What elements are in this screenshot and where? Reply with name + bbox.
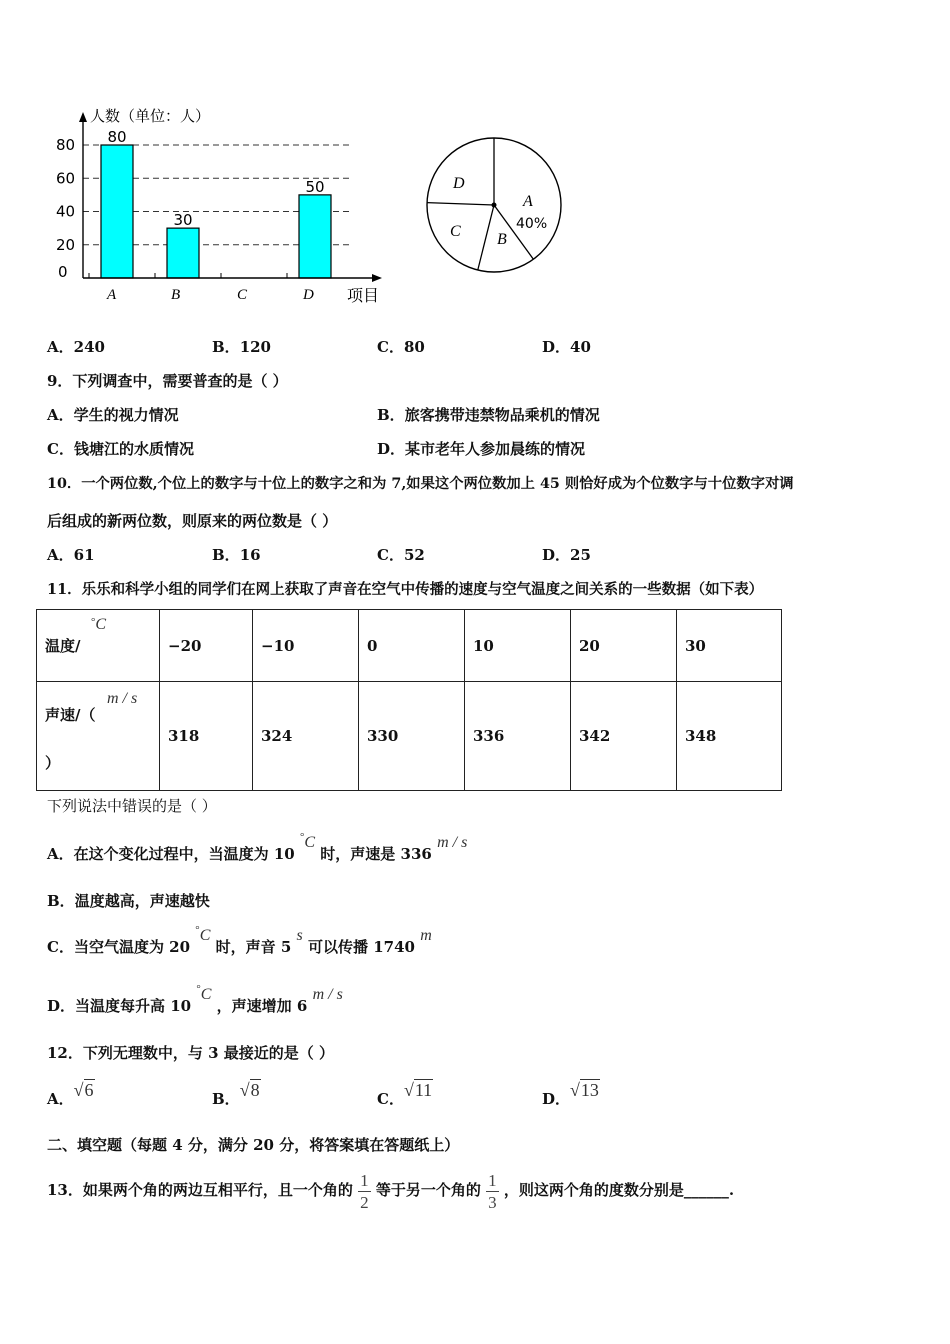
q11-option-c[interactable]: C．当空气温度为 20 °C 时，声音 5 s 可以传播 1740 m — [47, 924, 432, 956]
x-tick-label-d: D — [303, 287, 314, 303]
bar-chart — [40, 100, 400, 310]
q10-option-d[interactable]: D．25 — [542, 546, 591, 564]
q12-option-b[interactable]: B．√8 — [212, 1080, 260, 1108]
q9-stem: 9．下列调查中，需要普查的是（ ） — [47, 372, 288, 390]
table-cell: −10 — [253, 610, 359, 682]
pie-center — [492, 203, 497, 208]
table-cell: 20 — [571, 610, 677, 682]
q10-option-b[interactable]: B．16 — [212, 546, 261, 564]
table-cell: 342 — [571, 682, 677, 791]
table-cell: 318 — [160, 682, 253, 791]
table-cell: −20 — [160, 610, 253, 682]
table-row-header-speed: 声速/（ m / s ） — [37, 682, 160, 791]
bar-b — [167, 228, 199, 278]
y-axis-label: 人数（单位：人） — [90, 107, 211, 125]
q12-option-d[interactable]: D．√13 — [542, 1080, 599, 1108]
q13-stem: 13．如果两个角的两边互相平行，且一个角的 $\frac{1}{2}$ 等于另一个角的 $\frac{1}{3}$ ，则这两个角的度数分别是______. — [47, 1170, 735, 1212]
q8-option-a[interactable]: A．240 — [47, 338, 105, 356]
q12-stem: 12．下列无理数中，与 3 最接近的是（ ） — [47, 1044, 334, 1062]
q10-option-c[interactable]: C．52 — [377, 546, 425, 564]
y-tick-label: 60 — [56, 169, 76, 188]
q9-option-d[interactable]: D．某市老年人参加晨练的情况 — [377, 440, 586, 458]
x-tick-label-c: C — [237, 287, 248, 303]
q8-option-c[interactable]: C．80 — [377, 338, 425, 356]
q9-option-a[interactable]: A．学生的视力情况 — [47, 406, 179, 424]
table-cell: 10 — [465, 610, 571, 682]
q11-stem: 11．乐乐和科学小组的同学们在网上获取了声音在空气中传播的速度与空气温度之间关系的一些数据（如下表） — [47, 581, 764, 598]
q12-option-c[interactable]: C．√11 — [377, 1080, 433, 1108]
data-label-b: 30 — [173, 211, 193, 230]
pie-label-d: D — [453, 175, 465, 192]
data-label-a: 80 — [107, 128, 127, 146]
q9-option-b[interactable]: B．旅客携带违禁物品乘机的情况 — [377, 406, 600, 424]
section-2-heading: 二、填空题（每题 4 分，满分 20 分，将答案填在答题纸上） — [47, 1136, 460, 1154]
q11-option-b[interactable]: B．温度越高，声速越快 — [47, 892, 210, 910]
q10-stem-line1: 10．一个两位数,个位上的数字与十位上的数字之和为 7,如果这个两位数加上 45 则恰好成为个位数字与十位数字对调 — [47, 476, 794, 492]
x-tick-label-b: B — [171, 287, 181, 303]
data-label-d: 50 — [305, 177, 325, 196]
table-cell: 324 — [253, 682, 359, 791]
fraction-third: $\frac{1}{3}$ — [488, 1170, 497, 1212]
bar-d — [299, 195, 331, 278]
q8-option-b[interactable]: B．120 — [212, 338, 271, 356]
table-row-header-temp: 温度/ °C — [37, 610, 160, 682]
y-tick-label: 40 — [56, 202, 76, 221]
fraction-half: $\frac{1}{2}$ — [360, 1170, 369, 1212]
pie-annotation-a: 40% — [516, 216, 548, 232]
x-axis-label: 项目 — [347, 286, 380, 305]
q11-option-d[interactable]: D．当温度每升高 10 °C ，声速增加 6 m / s — [47, 983, 343, 1015]
q10-option-a[interactable]: A．61 — [47, 546, 95, 564]
y-tick-label: 20 — [56, 235, 76, 254]
q9-option-c[interactable]: C．钱塘江的水质情况 — [47, 440, 194, 458]
table-cell: 0 — [359, 610, 465, 682]
speed-table — [36, 609, 782, 791]
bar-a — [101, 145, 133, 278]
q8-option-d[interactable]: D．40 — [542, 338, 591, 356]
pie-label-b: B — [497, 231, 507, 248]
table-cell: 336 — [465, 682, 571, 791]
table-cell: 348 — [677, 682, 782, 791]
x-tick-label-a: A — [107, 287, 117, 303]
q11-question: 下列说法中错误的是（ ） — [47, 797, 217, 815]
table-cell: 30 — [677, 610, 782, 682]
y-axis-arrow — [79, 112, 87, 122]
q12-option-a[interactable]: A．√6 — [47, 1080, 94, 1108]
pie-label-a: A — [523, 193, 533, 210]
x-axis-arrow — [372, 274, 382, 282]
table-cell: 330 — [359, 682, 465, 791]
q11-option-a[interactable]: A．在这个变化过程中，当温度为 10 °C 时，声速是 336 m / s — [47, 831, 468, 863]
pie-chart — [420, 128, 570, 278]
y-tick-label: 0 — [58, 263, 68, 281]
y-tick-label: 80 — [56, 136, 76, 154]
q10-stem-line2: 后组成的新两位数，则原来的两位数是（ ） — [47, 512, 338, 530]
pie-label-c: C — [450, 223, 461, 240]
